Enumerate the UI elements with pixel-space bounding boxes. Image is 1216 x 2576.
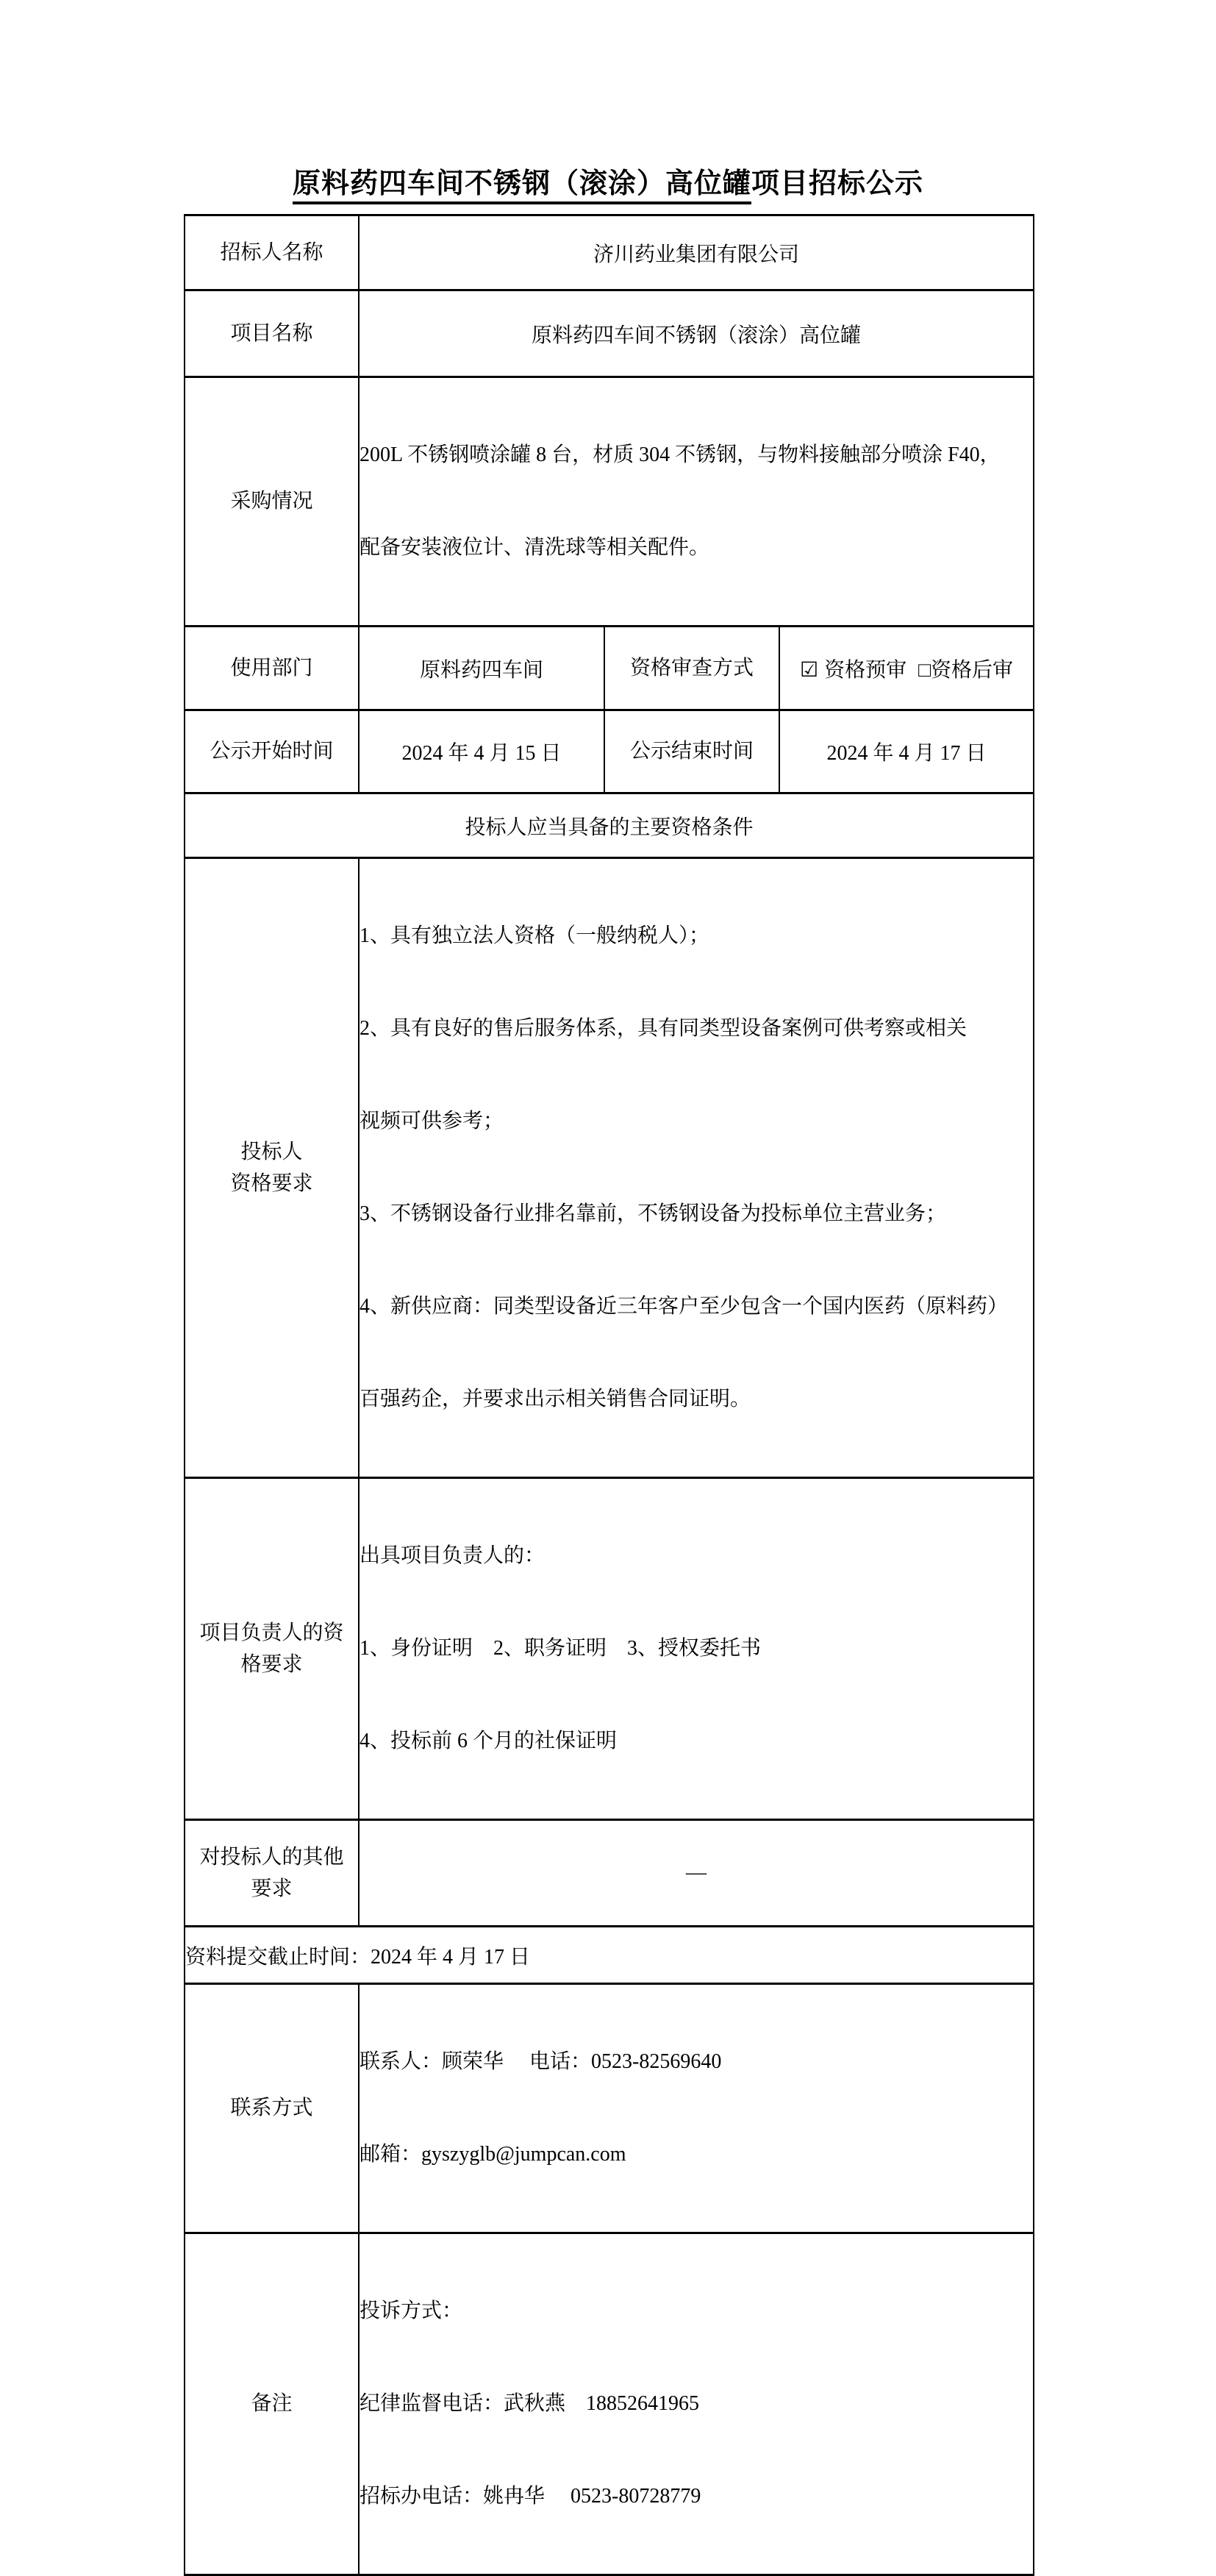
remarks-line: 招标办电话：姚冉华 0523-80728779 [360, 2485, 701, 2508]
table-row-remarks [185, 2233, 1034, 2575]
table-row-department [185, 627, 1034, 710]
contact-value [359, 1984, 1034, 2233]
other-requirements-label [185, 1820, 359, 1927]
department-value: 原料药四车间 [359, 627, 604, 710]
table-row-bidder-qualification [185, 858, 1034, 1478]
table-row-manager-qualification [185, 1478, 1034, 1820]
bidder-qualification-label [185, 858, 359, 1478]
qualification-review-options [779, 627, 1034, 710]
manager-qualification-line: 4、投标前 6 个月的社保证明 [360, 1730, 618, 1752]
table-row-publicity-time [185, 710, 1034, 793]
qualification-review-label: 资格审查方式 [604, 627, 779, 710]
bidder-qualification-label-line: 投标人 [240, 1140, 303, 1163]
unchecked-checkbox-icon: □ [918, 658, 931, 682]
contact-line: 邮箱：gyszyglb@jumpcan.com [360, 2143, 626, 2166]
other-requirements-label-line: 对投标人的其他 [199, 1845, 344, 1869]
procurement-value [359, 377, 1034, 627]
bidder-qualification-label-line: 资格要求 [230, 1172, 313, 1195]
table-row-bidder-name [185, 215, 1034, 290]
other-requirements-label-line: 要求 [251, 1877, 293, 1900]
page-title-underlined-part: 原料药四车间不锈钢（滚涂）高位罐 [293, 168, 751, 204]
remarks-line: 纪律监督电话：武秋燕 18852641965 [360, 2392, 700, 2415]
bidder-qualification-line: 4、新供应商：同类型设备近三年客户至少包含一个国内医药（原料药） [360, 1295, 1009, 1318]
pre-review-option-label: 资格预审 [824, 658, 907, 682]
bidder-qualification-line: 视频可供参考； [360, 1110, 504, 1132]
table-row-other-requirements [185, 1820, 1034, 1927]
submission-deadline: 资料提交截止时间：2024 年 4 月 17 日 [185, 1927, 1034, 1984]
checked-checkbox-icon: ☑ [799, 658, 819, 682]
contact-label: 联系方式 [185, 1984, 359, 2233]
table-row-submission-deadline [185, 1927, 1034, 1984]
table-row-project-name [185, 290, 1034, 377]
manager-qualification-label-line: 项目负责人的资 [199, 1621, 344, 1644]
remarks-value [359, 2233, 1034, 2575]
bid-announcement-table [184, 214, 1034, 2576]
bidder-qualification-value [359, 858, 1034, 1478]
bidder-name-value: 济川药业集团有限公司 [359, 215, 1034, 290]
bidder-name-label: 招标人名称 [185, 215, 359, 290]
publicity-end-value: 2024 年 4 月 17 日 [779, 710, 1034, 793]
remarks-line: 投诉方式： [360, 2300, 463, 2322]
procurement-line: 200L 不锈钢喷涂罐 8 台，材质 304 不锈钢，与物料接触部分喷涂 F40， [360, 443, 1001, 466]
table-row-section-header [185, 793, 1034, 858]
project-name-label: 项目名称 [185, 290, 359, 377]
procurement-label: 采购情况 [185, 377, 359, 627]
manager-qualification-label-line: 格要求 [240, 1653, 303, 1676]
bidder-qualification-line: 2、具有良好的售后服务体系，具有同类型设备案例可供考察或相关 [360, 1017, 968, 1040]
bidder-qualification-line: 1、具有独立法人资格（一般纳税人）； [360, 924, 710, 947]
manager-qualification-label [185, 1478, 359, 1820]
manager-qualification-value [359, 1478, 1034, 1820]
table-row-procurement [185, 377, 1034, 627]
contact-line: 联系人：顾荣华 电话：0523-82569640 [360, 2050, 722, 2073]
manager-qualification-line: 1、身份证明 2、职务证明 3、授权委托书 [360, 1637, 762, 1660]
page-title [0, 160, 1216, 201]
publicity-start-value: 2024 年 4 月 15 日 [359, 710, 604, 793]
bidder-qualification-line: 百强药企，并要求出示相关销售合同证明。 [360, 1388, 751, 1410]
department-label: 使用部门 [185, 627, 359, 710]
other-requirements-value: — [359, 1820, 1034, 1927]
publicity-start-label: 公示开始时间 [185, 710, 359, 793]
bidder-qualification-line: 3、不锈钢设备行业排名靠前，不锈钢设备为投标单位主营业务； [360, 1202, 947, 1225]
procurement-line: 配备安装液位计、清洗球等相关配件。 [360, 536, 710, 559]
page-title-plain-part: 项目招标公示 [751, 168, 924, 199]
section-header: 投标人应当具备的主要资格条件 [185, 793, 1034, 858]
project-name-value: 原料药四车间不锈钢（滚涂）高位罐 [359, 290, 1034, 377]
publicity-end-label: 公示结束时间 [604, 710, 779, 793]
manager-qualification-line: 出具项目负责人的： [360, 1544, 546, 1567]
post-review-option-label: 资格后审 [931, 658, 1014, 682]
table-row-contact [185, 1984, 1034, 2233]
remarks-label: 备注 [185, 2233, 359, 2575]
